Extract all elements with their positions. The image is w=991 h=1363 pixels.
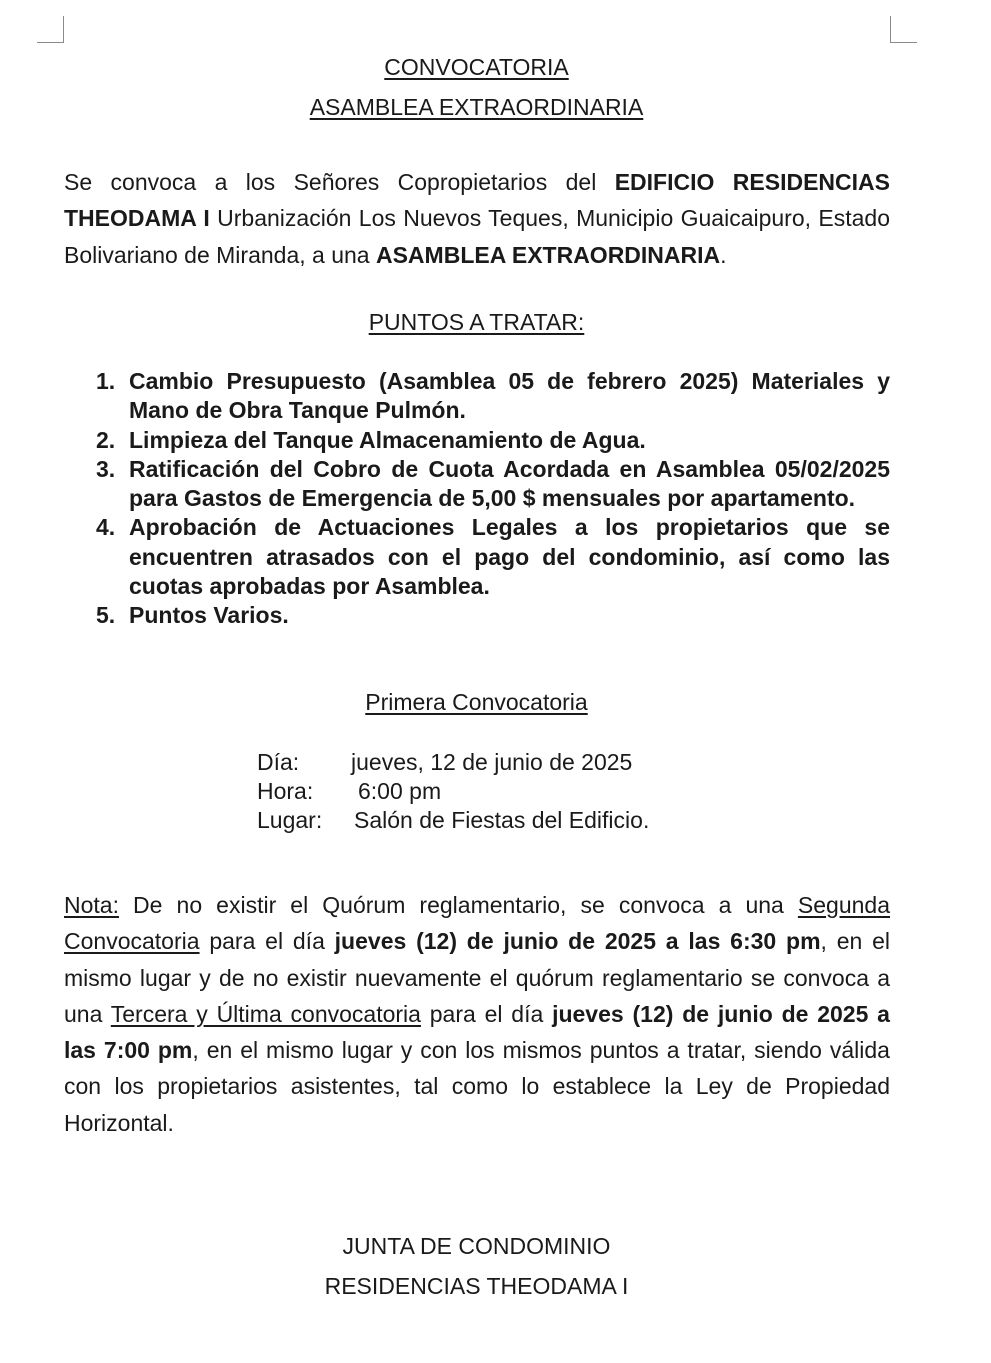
note-text-5: , en el mismo lugar y con los mismos puntos a tratar, siendo válida con los propietarios asistentes, tal como lo establece la Ley de Propiedad Horizontal. [64,1037,890,1136]
signature-line-2: RESIDENCIAS THEODAMA I [324,1273,629,1299]
note-text-4: para el día [420,1000,553,1027]
signature-line-1: JUNTA DE CONDOMINIO [342,1233,611,1259]
time-label: Hora: [257,778,314,804]
agenda-item-number: 3. [96,455,116,482]
agenda-item-text: Limpieza del Tanque Almacenamiento de Agua. [129,426,646,453]
agenda-item-number: 5. [96,602,116,629]
note-label: Nota: [64,892,119,918]
second-call-label: Segunda Convocatoria [64,892,890,955]
intro-text-2: Urbanización Los Nuevos Teques, Municipio Guaicaipuro, Estado Bolivariano de Miranda, a una [64,205,890,268]
day-label: Día: [257,749,300,775]
third-call-date: jueves (12) de junio de 2025 a las 7:00 pm [64,1000,890,1064]
agenda-item-number: 2. [96,426,116,453]
agenda-item [64,455,890,514]
agenda-item [64,367,890,426]
note-paragraph [64,887,890,1141]
agenda-item [64,601,890,630]
day-value: jueves, 12 de junio de 2025 [351,749,633,775]
note-text-2: para el día [199,928,335,955]
intro-text-1: Se convoca a los Señores Copropietarios del [64,169,615,195]
agenda-item-text: Puntos Varios. [129,602,289,629]
first-call-heading: Primera Convocatoria [365,689,588,715]
assembly-type: ASAMBLEA EXTRAORDINARIA [375,241,721,268]
intro-paragraph [64,164,890,273]
place-value: Salón de Fiestas del Edificio. [354,807,650,833]
place-label: Lugar: [257,807,323,833]
agenda-item-text: Cambio Presupuesto (Asamblea 05 de febrero 2025) Materiales y Mano de Obra Tanque Pulmón. [129,368,890,424]
note-text-3: , en el mismo lugar y de no existir nuevamente el quórum reglamentario se convoca a una [64,928,891,1027]
building-name: EDIFICIO RESIDENCIAS THEODAMA I [64,169,890,232]
agenda-item [64,426,890,455]
note-text-1: De no existir el Quórum reglamentario, se convoca a una [118,892,798,918]
document-subtitle: ASAMBLEA EXTRAORDINARIA [309,94,644,120]
document-title: CONVOCATORIA [384,54,569,80]
agenda-item [64,513,890,601]
agenda-heading: PUNTOS A TRATAR: [368,309,585,335]
time-value: 6:00 pm [358,778,442,804]
agenda-item-number: 1. [96,368,116,394]
third-call-label: Tercera y Última convocatoria [110,1000,421,1027]
agenda-item-text: Aprobación de Actuaciones Legales a los propietarios que se encuentren atrasados con el pago del condominio, así como las cuotas aprobadas por Asamblea. [129,514,890,600]
agenda-list [64,367,890,631]
crop-mark-top-right [890,16,917,43]
second-call-date: jueves (12) de junio de 2025 a las 6:30 pm [334,928,821,955]
intro-text-3: . [720,241,727,268]
agenda-item-number: 4. [96,514,116,541]
crop-mark-top-left [37,16,64,43]
agenda-item-text: Ratificación del Cobro de Cuota Acordada en Asamblea 05/02/2025 para Gastos de Emergencia de 5,00 $ mensuales por apartamento. [129,455,890,512]
